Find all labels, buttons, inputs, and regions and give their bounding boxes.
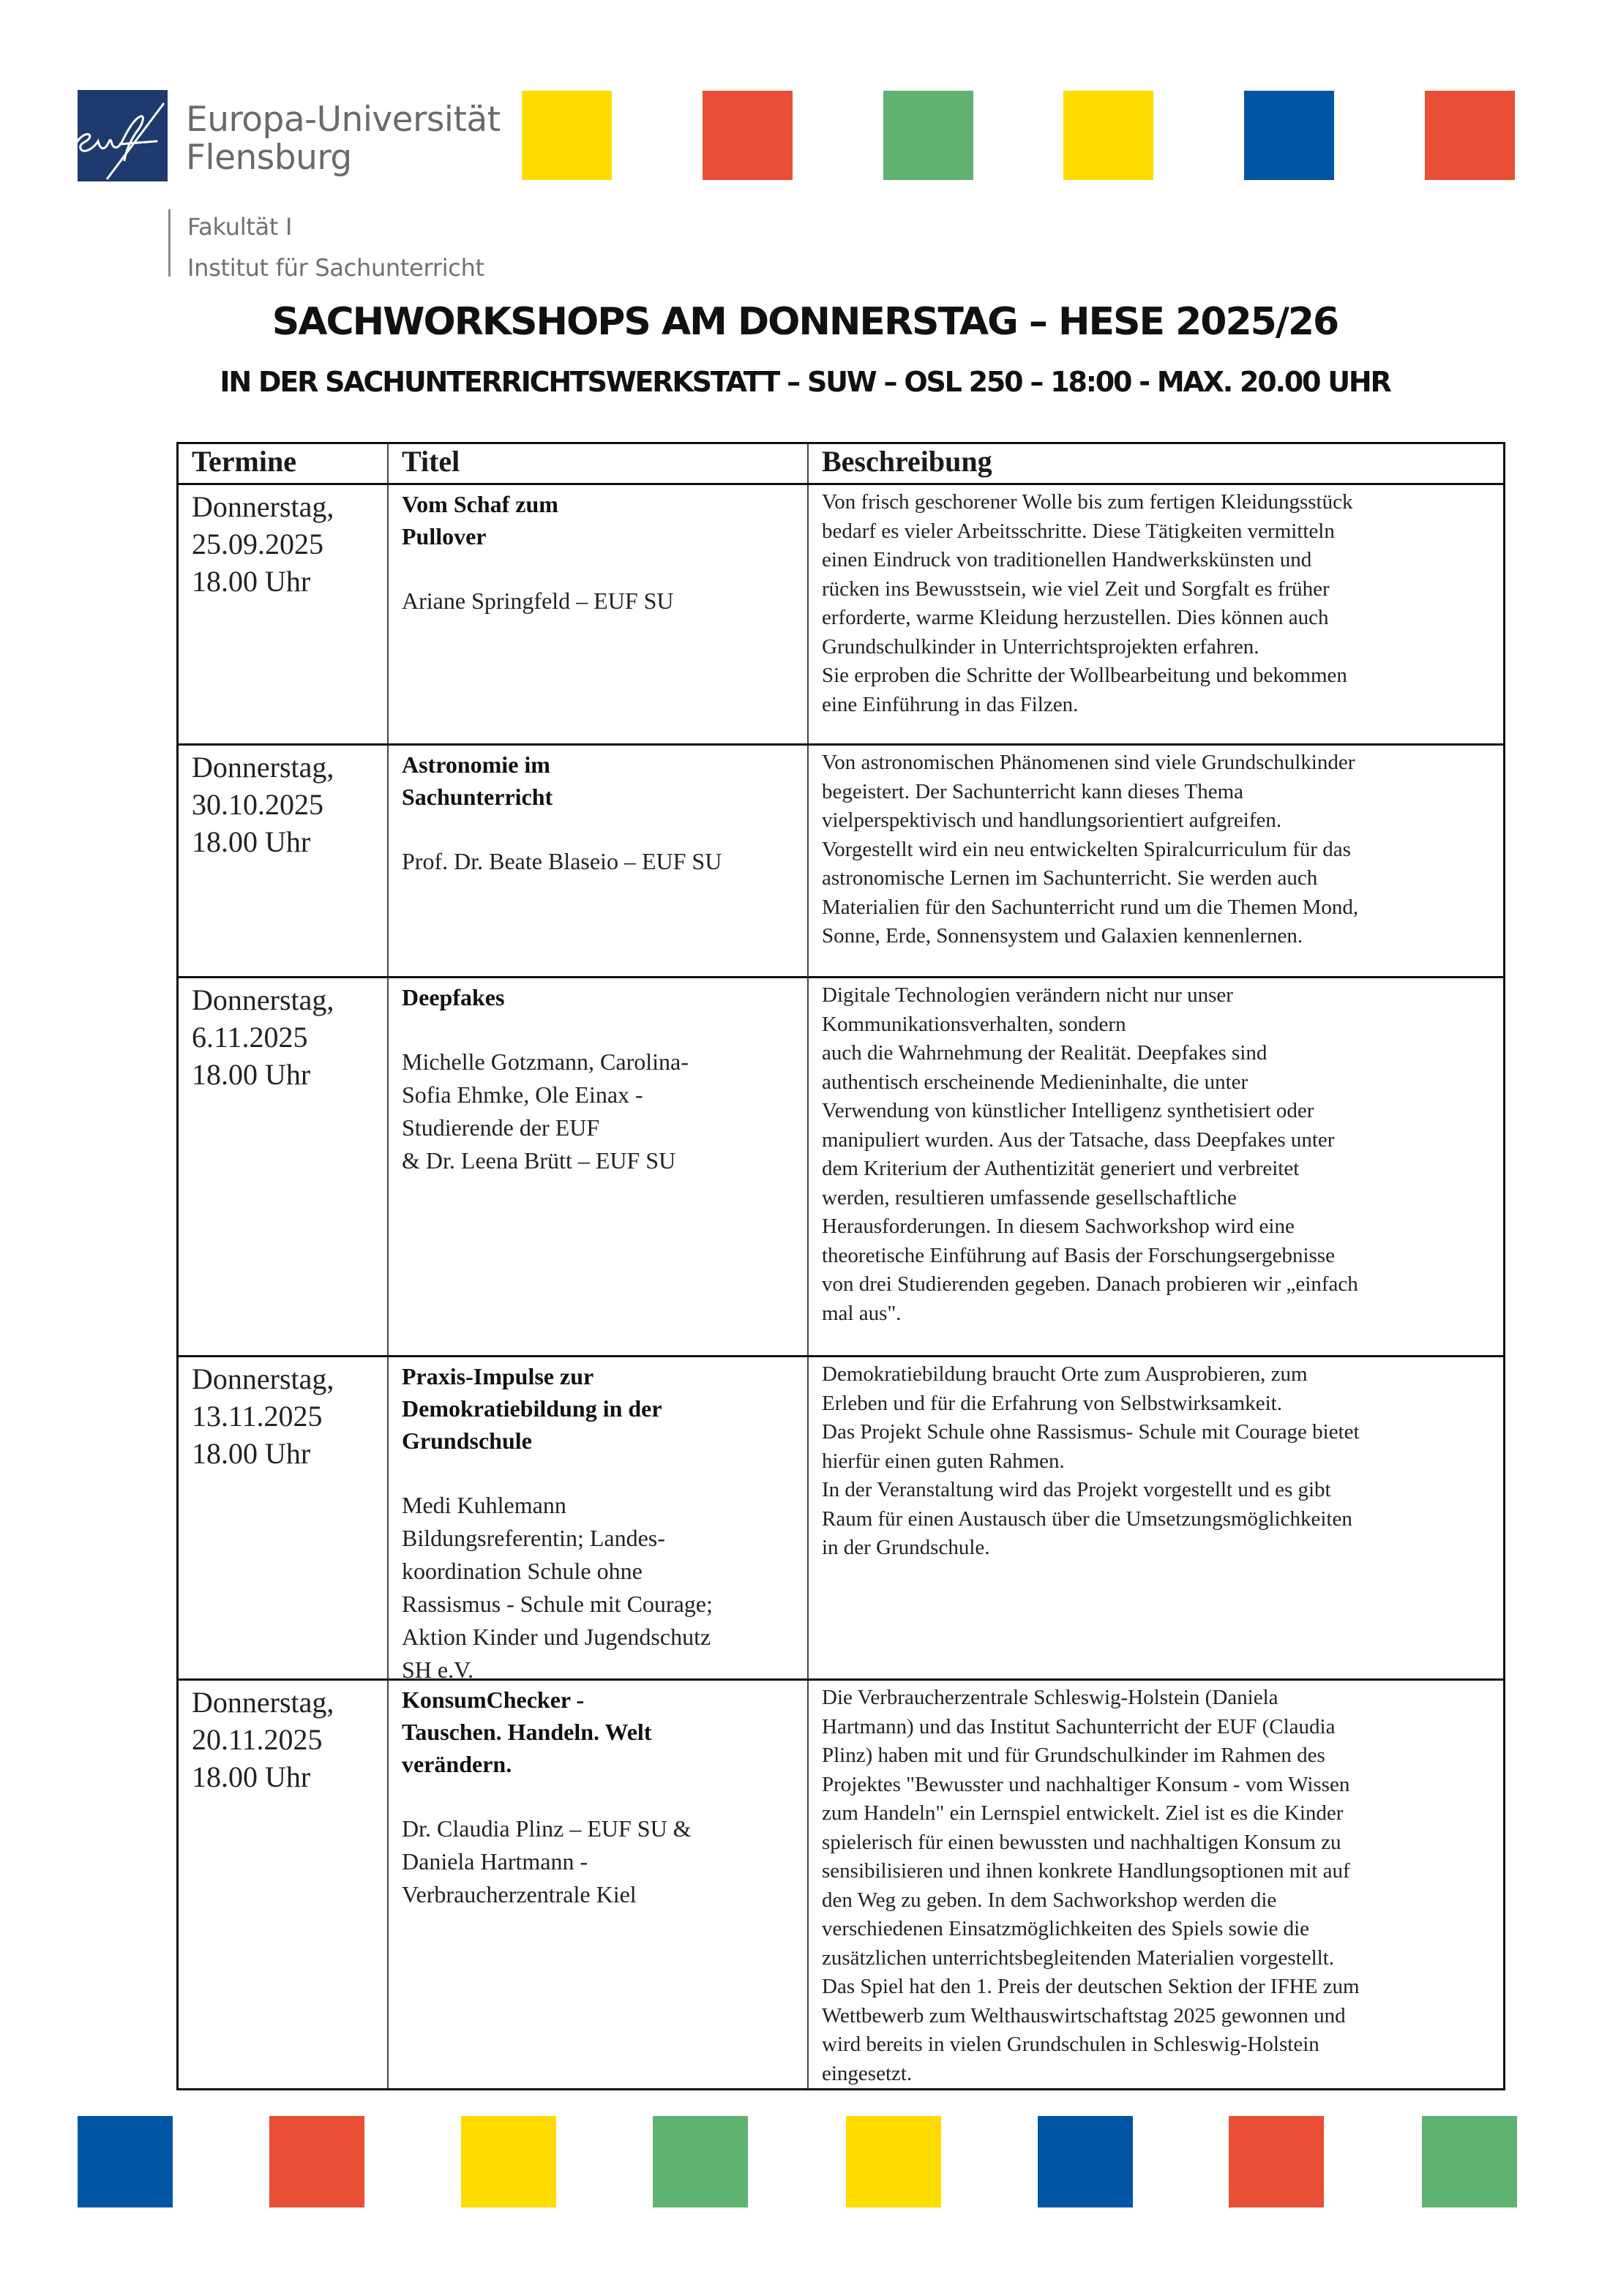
description-line: zum Handeln" ein Lernspiel entwickelt. Ziel ist es die Kinder (822, 1801, 1344, 1825)
description-line: Raum für einen Austausch über die Umsetzungsmöglichkeiten (822, 1507, 1352, 1531)
description-line: hierfür einen guten Rahmen. (822, 1449, 1065, 1473)
workshop-title-line: Deepfakes (402, 984, 505, 1010)
description-line: Sonne, Erde, Sonnensystem und Galaxien kennenlernen. (822, 924, 1303, 948)
decor-square-red (1425, 91, 1515, 180)
date-cell (179, 746, 389, 976)
speaker-line: Ariane Springfeld – EUF SU (402, 588, 674, 614)
decor-square-blue (78, 2116, 173, 2207)
speaker-line: Studierende der EUF (402, 1114, 600, 1141)
speakers-block (402, 585, 794, 618)
description-line: Von astronomischen Phänomenen sind viele Grundschulkinder (822, 751, 1355, 774)
description-line: von drei Studierenden gegeben. Danach probieren wir „einfach (822, 1272, 1358, 1296)
decor-square-green (653, 2116, 748, 2207)
decor-square-green (1422, 2116, 1517, 2207)
description-line: in der Grundschule. (822, 1536, 990, 1559)
description-line: Das Projekt Schule ohne Rassismus- Schule mit Courage bietet (822, 1420, 1360, 1444)
description-line: rücken ins Bewusstsein, wie viel Zeit und Sorgfalt es früher (822, 577, 1330, 601)
table-row (179, 976, 1503, 1355)
table-row (179, 1355, 1503, 1683)
workshop-title-line: Praxis-Impulse zur (402, 1363, 594, 1389)
description-line: Sie erproben die Schritte der Wollbearbeitung und bekommen (822, 664, 1347, 687)
workshop-title-line: Sachunterricht (402, 784, 553, 810)
description-line: verschiedenen Einsatzmöglichkeiten des Spiels sowie die (822, 1917, 1310, 1940)
date-line: 6.11.2025 (192, 1021, 308, 1054)
description-line: Digitale Technologien verändern nicht nur unser (822, 983, 1233, 1007)
description-line: theoretische Einführung auf Basis der Forschungsergebnisse (822, 1243, 1335, 1267)
decor-square-red (703, 91, 793, 180)
table-row (179, 743, 1503, 976)
description-line: dem Kriterium der Authentizität generiert und verbreitet (822, 1157, 1300, 1180)
decor-square-yellow (846, 2116, 941, 2207)
description-line: Erleben und für die Erfahrung von Selbstwirksamkeit. (822, 1391, 1282, 1415)
table-row (179, 483, 1503, 743)
date-line: 30.10.2025 (192, 788, 323, 821)
workshop-title-line: Vom Schaf zum (402, 491, 558, 517)
date-line: 13.11.2025 (192, 1400, 323, 1433)
speaker-line: Sofia Ehmke, Ole Einax - (402, 1081, 643, 1108)
title-cell (389, 746, 809, 976)
description-line: Projektes "Bewusster und nachhaltiger Konsum - vom Wissen (822, 1772, 1350, 1796)
description-line: Grundschulkinder in Unterrichtsprojekten erfahren. (822, 634, 1259, 659)
description-line: auch die Wahrnehmung der Realität. Deepfakes sind (822, 1041, 1268, 1065)
decor-square-blue (1038, 2116, 1133, 2207)
table-row (179, 1678, 1503, 2088)
description-line: Plinz) haben mit und für Grundschulkinder im Rahmen des (822, 1744, 1325, 1767)
description-line: Verwendung von künstlicher Intelligenz synthetisiert oder (822, 1099, 1314, 1122)
workshop-title-line: Demokratiebildung in der (402, 1395, 662, 1422)
description-cell (809, 1357, 1503, 1678)
university-name-line: Europa-Universität (186, 100, 501, 140)
description-line: werden, resultieren umfassende gesellschaftliche (822, 1185, 1237, 1209)
description-line: einen Eindruck von traditionellen Handwerkskünsten und (822, 548, 1312, 571)
date-line: 18.00 Uhr (192, 565, 311, 598)
speaker-line: koordination Schule ohne (402, 1558, 643, 1584)
speakers-block (402, 845, 794, 878)
date-line: 18.00 Uhr (192, 1760, 311, 1793)
date-line: Donnerstag, (192, 983, 334, 1016)
decor-square-green (883, 91, 973, 180)
column-header-titel: Titel (389, 444, 809, 483)
decor-square-yellow (461, 2116, 556, 2207)
description-line: mal aus". (822, 1301, 902, 1325)
description-line: bedarf es vieler Arbeitsschritte. Diese Tätigkeiten vermitteln (822, 519, 1335, 543)
date-cell (179, 978, 389, 1355)
description-line: Hartmann) und das Institut Sachunterricht der EUF (Claudia (822, 1714, 1336, 1738)
decor-square-yellow (1063, 91, 1153, 180)
institute-label: Institut für Sachunterricht (187, 254, 484, 282)
speaker-line: Daniela Hartmann - (402, 1848, 588, 1875)
decor-square-red (1229, 2116, 1324, 2207)
description-line: Kommunikationsverhalten, sondern (822, 1012, 1126, 1036)
university-name (186, 101, 501, 177)
date-cell (179, 485, 389, 743)
description-line: eine Einführung in das Filzen. (822, 692, 1079, 716)
euf-signature-icon (78, 90, 168, 181)
description-line: sensibilisieren und ihnen konkrete Handlungsoptionen mit auf (822, 1859, 1350, 1883)
description-line: Herausforderungen. In diesem Sachworkshop wird eine (822, 1215, 1295, 1238)
description-line: Von frisch geschorener Wolle bis zum fertigen Kleidungsstück (822, 490, 1353, 514)
description-line: wird bereits in vielen Grundschulen in Schleswig-Holstein (822, 2033, 1319, 2056)
description-cell (809, 746, 1503, 976)
speaker-line: Dr. Claudia Plinz – EUF SU & (402, 1815, 692, 1842)
description-line: begeistert. Der Sachunterricht kann dieses Thema (822, 779, 1244, 803)
date-line: Donnerstag, (192, 751, 334, 784)
description-line: Das Spiel hat den 1. Preis der deutschen Sektion der IFHE zum (822, 1975, 1360, 1998)
description-line: manipuliert wurden. Aus der Tatsache, dass Deepfakes unter (822, 1128, 1335, 1152)
description-line: den Weg zu geben. In dem Sachworkshop werden die (822, 1888, 1277, 1912)
university-name-line: Flensburg (186, 138, 352, 178)
title-cell (389, 1681, 809, 2088)
column-header-beschreibung: Beschreibung (822, 445, 992, 478)
speaker-line: & Dr. Leena Brütt – EUF SU (402, 1147, 676, 1174)
decor-square-yellow (522, 91, 612, 180)
description-line: eingesetzt. (822, 2061, 913, 2085)
faculty-block (187, 206, 484, 288)
decor-square-red (269, 2116, 364, 2207)
date-line: Donnerstag, (192, 1686, 334, 1719)
speakers-block (402, 1489, 794, 1687)
workshop-title-line: Pullover (402, 523, 487, 549)
description-line: spielerisch für einen bewussten und nachhaltigen Konsum zu (822, 1830, 1341, 1854)
description-line: Demokratiebildung braucht Orte zum Ausprobieren, zum (822, 1362, 1308, 1386)
speaker-line: Verbraucherzentrale Kiel (402, 1881, 637, 1907)
faculty-label: Fakultät I (187, 213, 293, 241)
date-cell (179, 1357, 389, 1678)
euf-logo-mark (78, 90, 168, 181)
page-title: SACHWORKSHOPS AM DONNERSTAG – HESE 2025/26 (272, 300, 1338, 344)
description-cell (809, 1681, 1503, 2088)
date-line: 18.00 Uhr (192, 825, 311, 858)
date-line: Donnerstag, (192, 490, 334, 523)
workshop-title-line: KonsumChecker - (402, 1687, 585, 1713)
date-line: 18.00 Uhr (192, 1058, 311, 1091)
speaker-line: Rassismus - Schule mit Courage; (402, 1591, 713, 1617)
speaker-line: SH e.V. (402, 1657, 474, 1683)
workshop-title-line: verändern. (402, 1751, 512, 1777)
workshop-title-line: Astronomie im (402, 751, 550, 778)
date-line: 20.11.2025 (192, 1723, 323, 1756)
description-line: Die Verbraucherzentrale Schleswig-Holstein (Daniela (822, 1686, 1278, 1709)
description-line: erforderte, warme Kleidung herzustellen. Dies können auch (822, 606, 1329, 629)
speaker-line: Medi Kuhlemann (402, 1492, 566, 1518)
title-cell (389, 1357, 809, 1683)
description-line: vielperspektivisch und handlungsorientiert aufgreifen. (822, 809, 1282, 832)
workshop-title-line: Tauschen. Handeln. Welt (402, 1719, 652, 1745)
title-cell (389, 485, 809, 743)
speakers-block (402, 1812, 794, 1911)
page-subtitle: IN DER SACHUNTERRICHTSWERKSTATT – SUW – OSL 250 – 18:00 - MAX. 20.00 UHR (220, 366, 1390, 398)
description-line: Wettbewerb zum Welthauswirtschaftstag 2025 gewonnen und (822, 2003, 1346, 2027)
title-cell (389, 978, 809, 1355)
description-line: Vorgestellt wird ein neu entwickelten Spiralcurriculum für das (822, 837, 1351, 861)
description-line: In der Veranstaltung wird das Projekt vorgestellt und es gibt (822, 1478, 1331, 1501)
description-line: Materialien für den Sachunterricht rund um die Themen Mond, (822, 895, 1359, 919)
speaker-line: Michelle Gotzmann, Carolina- (402, 1048, 689, 1075)
speaker-line: Aktion Kinder und Jugendschutz (402, 1624, 711, 1650)
workshop-table (176, 442, 1505, 2090)
description-line: astronomische Lernen im Sachunterricht. Sie werden auch (822, 866, 1318, 890)
column-header-termine: Termine (179, 444, 389, 483)
date-line: 18.00 Uhr (192, 1437, 311, 1470)
description-cell (809, 978, 1503, 1355)
speaker-line: Bildungsreferentin; Landes- (402, 1525, 665, 1551)
decor-square-blue (1244, 91, 1334, 180)
workshop-title-line: Grundschule (402, 1428, 532, 1454)
speakers-block (402, 1046, 794, 1177)
description-line: authentisch erscheinende Medieninhalte, die unter (822, 1070, 1248, 1094)
logo-divider (168, 209, 171, 277)
table-header-row (179, 444, 1503, 483)
date-line: Donnerstag, (192, 1362, 334, 1395)
date-cell (179, 1681, 389, 2088)
description-cell (809, 485, 1503, 743)
date-line: 25.09.2025 (192, 528, 323, 560)
speaker-line: Prof. Dr. Beate Blaseio – EUF SU (402, 848, 722, 874)
description-line: zusätzlichen unterrichtsbegleitenden Materialien vorgestellt. (822, 1946, 1335, 1970)
